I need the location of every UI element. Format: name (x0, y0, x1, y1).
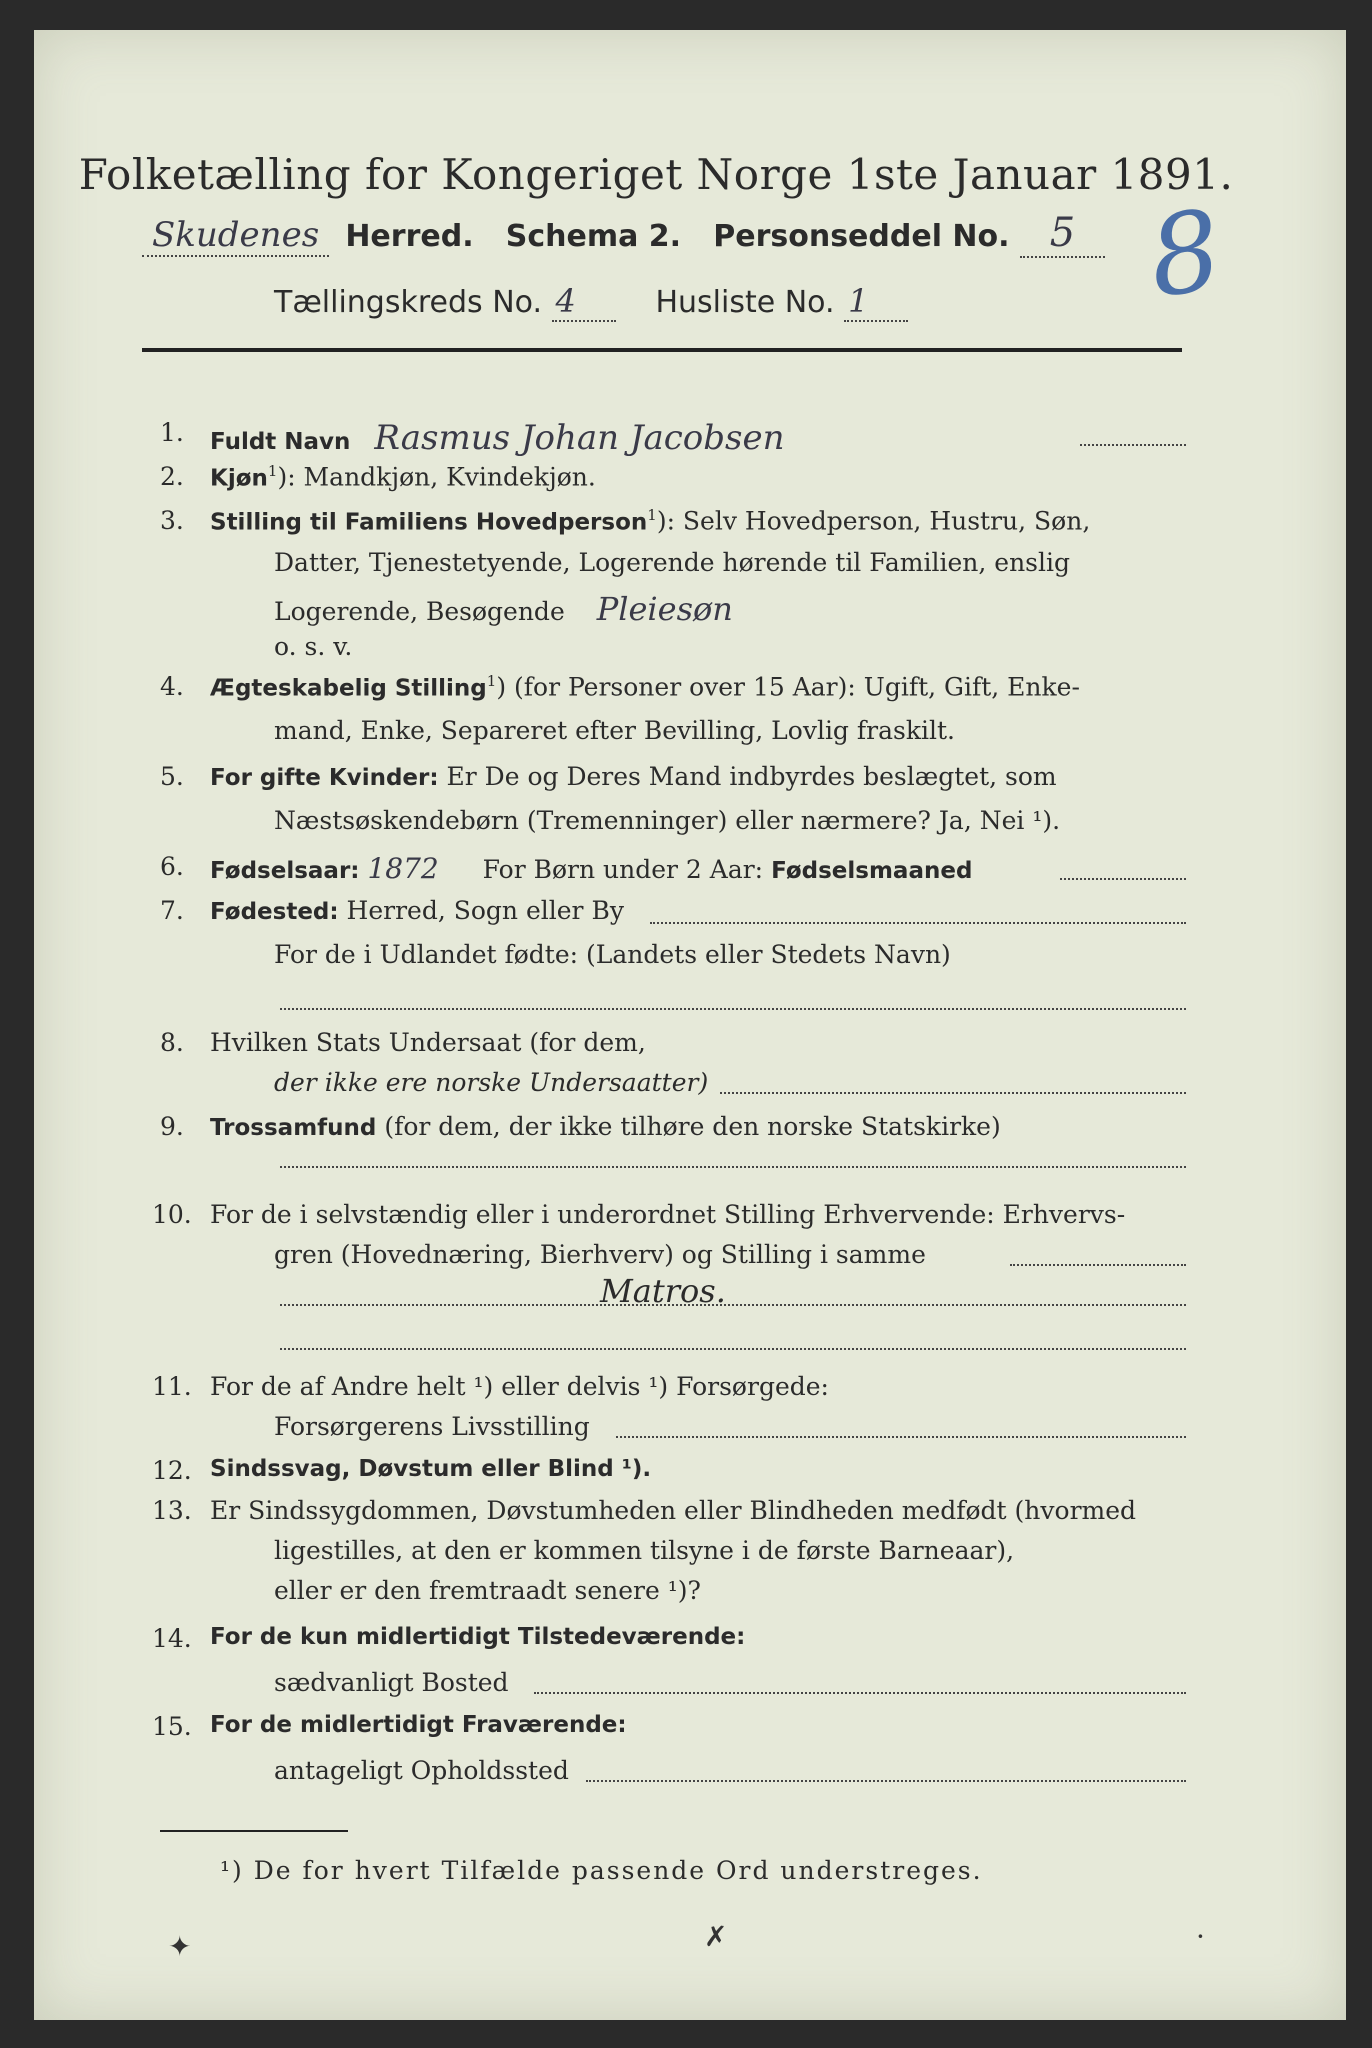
item-9-label: Trossamfund (210, 1115, 377, 1141)
item-1-value: Rasmus Johan Jacobsen (374, 418, 785, 458)
item-3-label: Stilling til Familiens Hovedperson (210, 509, 648, 536)
item-1-row (210, 418, 785, 458)
item-3-line4: o. s. v. (274, 632, 353, 661)
item-5-line1 (210, 762, 1057, 791)
item-4-label: Ægteskabelig Stilling (210, 675, 487, 702)
item-6-label2: Fødselsmaaned (771, 858, 973, 884)
item-15-number: 15. (152, 1712, 192, 1741)
item-6-row (210, 852, 972, 885)
item-6-label: Fødselsaar: (210, 858, 360, 884)
item-13-line2: ligestilles, at den er kommen tilsyne i de første Barneaar), (274, 1536, 1015, 1565)
item-3-text1: ): Selv Hovedperson, Hustru, Søn, (656, 506, 1091, 536)
item-2-text: ): Mandkjøn, Kvindekjøn. (277, 462, 596, 492)
item-6-text: For Børn under 2 Aar: (482, 855, 764, 884)
taellingskreds-value: 4 (552, 282, 616, 322)
taellingskreds-label: Tællingskreds No. (274, 285, 542, 320)
item-5-line2: Næstsøskendebørn (Tremenninger) eller nærmere? Ja, Nei ¹). (274, 806, 1061, 835)
item-4-line1 (210, 672, 1080, 701)
item-1-number: 1. (160, 418, 184, 447)
item-7-number: 7. (160, 896, 184, 925)
item-8-label: Hvilken Stats Undersaat (210, 1028, 522, 1057)
herred-label: Herred. (345, 219, 474, 254)
item-5-number: 5. (160, 762, 184, 791)
footnote: ¹) De for hvert Tilfælde passende Ord understreges. (220, 1856, 983, 1885)
item-15-line2: antageligt Opholdssted (274, 1756, 569, 1785)
item-14-line1: For de kun midlertidigt Tilstedeværende: (210, 1624, 746, 1650)
taellingskreds-row (274, 282, 908, 322)
item-2-number: 2. (160, 462, 184, 491)
item-10-dotline2 (280, 1304, 1186, 1306)
personseddel-label: Personseddel No. (713, 219, 1010, 254)
item-12-number: 12. (152, 1456, 192, 1485)
item-9-line1 (210, 1112, 1001, 1141)
item-7-dotline2 (280, 1008, 1186, 1010)
personseddel-value: 5 (1020, 210, 1105, 258)
item-10-dotline (1010, 1264, 1186, 1266)
item-12-line1: Sindssvag, Døvstum eller Blind ¹). (210, 1456, 652, 1482)
item-3-sup: 1 (647, 506, 657, 524)
item-10-dotline3 (280, 1348, 1186, 1350)
item-4-text1: ) (for Personer over 15 Aar): Ugift, Gift, Enke- (496, 672, 1080, 702)
item-3-text3: Logerende, Besøgende (274, 597, 565, 626)
herred-row (142, 210, 1105, 258)
item-3-value: Pleiesøn (596, 590, 733, 628)
item-8-line2: der ikke ere norske Undersaatter) (274, 1068, 709, 1097)
header-rule (142, 348, 1182, 352)
speck-mark: · (1196, 1920, 1205, 1953)
item-1-dotline (1080, 444, 1186, 446)
item-13-number: 13. (152, 1496, 192, 1525)
item-14-dotline (534, 1692, 1186, 1694)
item-10-line1: For de i selvstændig eller i underordnet Stilling Erhvervende: Erhvervs- (210, 1200, 1126, 1229)
herred-value: Skudenes (142, 215, 329, 257)
item-6-dotline (1060, 878, 1186, 880)
item-8-text1: (for dem, (529, 1028, 646, 1057)
item-3-line1 (210, 506, 1090, 535)
item-8-number: 8. (160, 1028, 184, 1057)
item-11-dotline (616, 1436, 1186, 1438)
item-15-dotline (586, 1780, 1186, 1782)
item-14-line2: sædvanligt Bosted (274, 1668, 509, 1697)
item-15-line1: For de midlertidigt Fraværende: (210, 1712, 627, 1738)
item-13-line3: eller er den fremtraadt senere ¹)? (274, 1576, 701, 1605)
item-11-line2: Forsørgerens Livsstilling (274, 1412, 590, 1441)
item-9-text1: (for dem, der ikke tilhøre den norske Statskirke) (384, 1112, 1001, 1141)
schema-label: Schema 2. (505, 219, 682, 254)
item-2-row (210, 462, 596, 491)
item-7-line2: For de i Udlandet fødte: (Landets eller Stedets Navn) (274, 940, 951, 969)
item-2-sup: 1 (267, 462, 278, 480)
item-4-line2: mand, Enke, Separeret efter Bevilling, Lovlig fraskilt. (274, 716, 955, 745)
item-7-dotline (650, 922, 1186, 924)
item-4-sup: 1 (486, 672, 497, 690)
form-title: Folketælling for Kongeriget Norge 1ste Januar 1891. (78, 150, 1234, 199)
item-2-label: Kjøn (210, 465, 268, 492)
item-3-line3 (274, 590, 733, 628)
item-6-number: 6. (160, 852, 184, 881)
item-11-number: 11. (152, 1372, 192, 1401)
footnote-rule (160, 1830, 348, 1832)
item-7-line1 (210, 896, 624, 925)
item-10-line2: gren (Hovednæring, Bierhverv) og Stilling i samme (274, 1240, 926, 1269)
item-6-value: 1872 (367, 852, 439, 885)
item-3-number: 3. (160, 506, 184, 535)
item-7-label: Fødested: (210, 899, 339, 925)
margin-note: 8 (1141, 185, 1229, 323)
item-8-line1 (210, 1028, 646, 1057)
item-14-number: 14. (152, 1624, 192, 1653)
item-9-dotline (280, 1166, 1186, 1168)
husliste-label: Husliste No. (655, 285, 835, 320)
item-10-number: 10. (152, 1200, 192, 1229)
item-8-dotline (720, 1092, 1186, 1094)
item-9-number: 9. (160, 1112, 184, 1141)
item-7-text1: Herred, Sogn eller By (346, 896, 624, 925)
item-5-text1: Er De og Deres Mand indbyrdes beslægtet, som (446, 762, 1057, 791)
husliste-value: 1 (844, 282, 908, 322)
item-13-line1: Er Sindssygdommen, Døvstumheden eller Blindheden medfødt (hvormed (210, 1496, 1137, 1525)
item-5-label: For gifte Kvinder: (210, 765, 439, 791)
item-4-number: 4. (160, 672, 184, 701)
item-11-line1: For de af Andre helt ¹) eller delvis ¹) Forsørgede: (210, 1372, 829, 1401)
speck-mark: ✗ (704, 1920, 728, 1953)
item-1-label: Fuldt Navn (210, 429, 351, 455)
item-10-value: Matros. (600, 1272, 726, 1310)
item-3-line2: Datter, Tjenestetyende, Logerende hørende til Familien, enslig (274, 548, 1071, 577)
speck-mark: ✦ (168, 1930, 192, 1963)
